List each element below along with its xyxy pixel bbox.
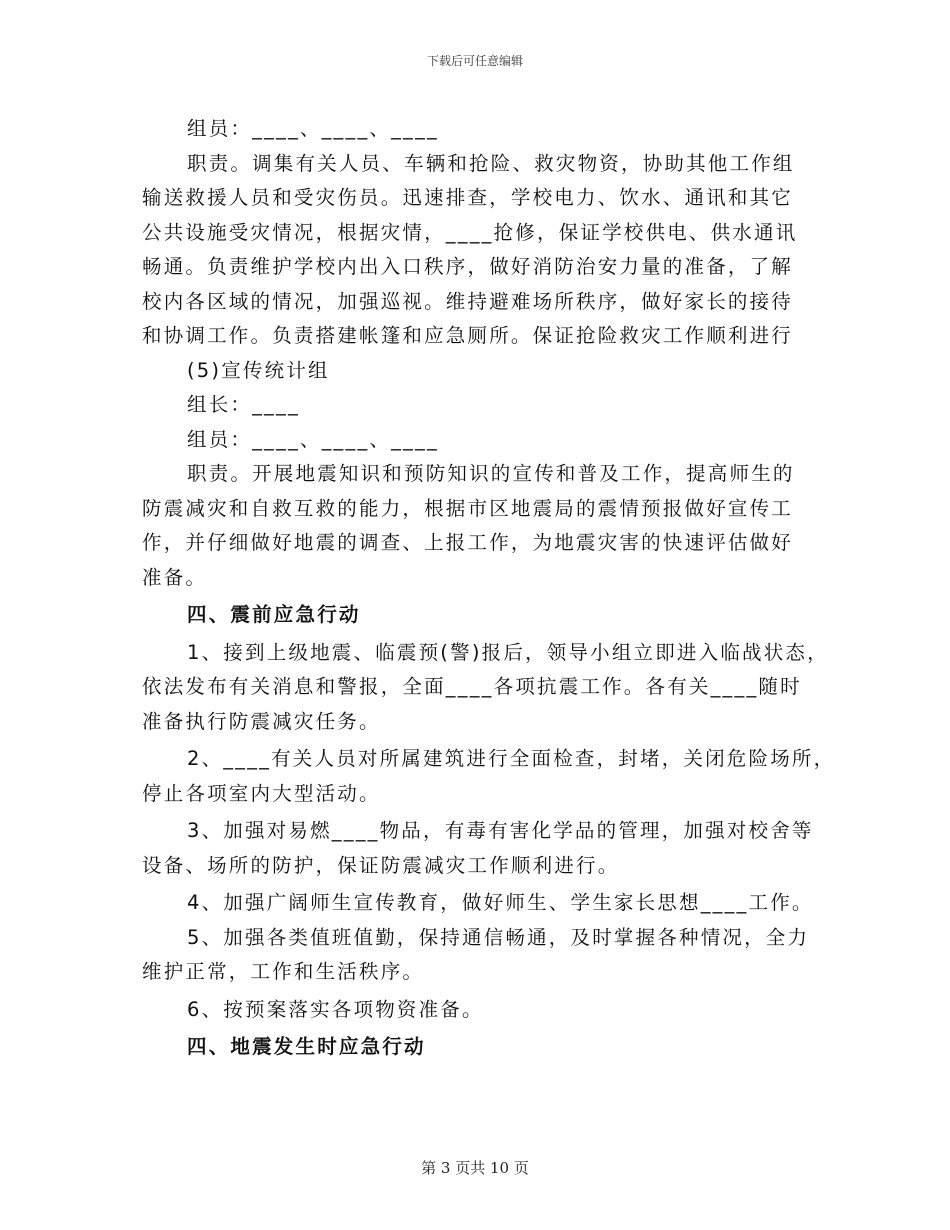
paragraph-line: 职责。开展地震知识和预防知识的宣传和普及工作，提高师生的 (187, 462, 795, 485)
paragraph-line: 防震减灾和自救互救的能力，根据市区地震局的震情预报做好宣传工 (142, 496, 794, 520)
paragraph-line: 6、按预案落实各项物资准备。 (187, 997, 484, 1021)
paragraph-line: 准备。 (142, 565, 208, 589)
paragraph-line: 3、加强对易燃____物品，有毒有害化学品的管理，加强对校舍等 (187, 819, 814, 842)
paragraph-line: 维护正常，工作和生活秩序。 (142, 960, 425, 983)
paragraph-line: 停止各项室内大型活动。 (142, 781, 381, 805)
paragraph-line: 设备、场所的防护，保证防震减灾工作顺利进行。 (142, 853, 620, 877)
paragraph-line: 和协调工作。负责搭建帐篷和应急厕所。保证抢险救灾工作顺利进行 (142, 324, 794, 347)
paragraph-line: 组员：____、____、____ (187, 427, 439, 451)
paragraph-line: 职责。调集有关人员、车辆和抢险、救灾物资，协助其他工作组 (187, 151, 795, 175)
section-heading: 四、地震发生时应急行动 (187, 1035, 426, 1058)
paragraph-line: 1、接到上级地震、临震预(警)报后，领导小组立即进入临战状态， (187, 640, 829, 664)
paragraph-line: 组长：____ (187, 393, 300, 416)
paragraph-line: 准备执行防震减灾任务。 (142, 709, 381, 733)
subsection-title: (5)宣传统计组 (187, 358, 330, 382)
section-heading: 四、震前应急行动 (187, 603, 361, 626)
paragraph-line: 校内各区域的情况，加强巡视。维持避难场所秩序，做好家长的接待 (142, 289, 794, 313)
paragraph-line: 公共设施受灾情况，根据灾情，____抢修，保证学校供电、供水通讯 (142, 220, 798, 244)
paragraph-line: 依法发布有关消息和警报，全面____各项抗震工作。各有关____随时 (142, 675, 802, 698)
paragraph-line: 4、加强广阔师生宣传教育，做好师生、学生家长思想____工作。 (187, 891, 814, 914)
paragraph-line: 作，并仔细做好地震的调查、上报工作，为地震灾害的快速评估做好 (142, 531, 794, 554)
paragraph-line: 输送救援人员和受灾伤员。迅速排查，学校电力、饮水、通讯和其它 (142, 186, 794, 209)
document-body (142, 112, 836, 1065)
paragraph-line: 2、____有关人员对所属建筑进行全面检查，封堵，关闭危险场所， (187, 747, 836, 770)
page-number: 第 3 页共 10 页 (421, 1159, 529, 1177)
paragraph-line: 5、加强各类值班值勤，保持通信畅通，及时掌握各种情况，全力 (187, 925, 810, 949)
paragraph-line: 畅通。负责维护学校内出入口秩序，做好消防治安力量的准备，了解 (142, 255, 794, 278)
page-header: 下载后可任意编辑 (426, 54, 523, 68)
paragraph-line: 组员：____、____、____ (187, 117, 439, 140)
